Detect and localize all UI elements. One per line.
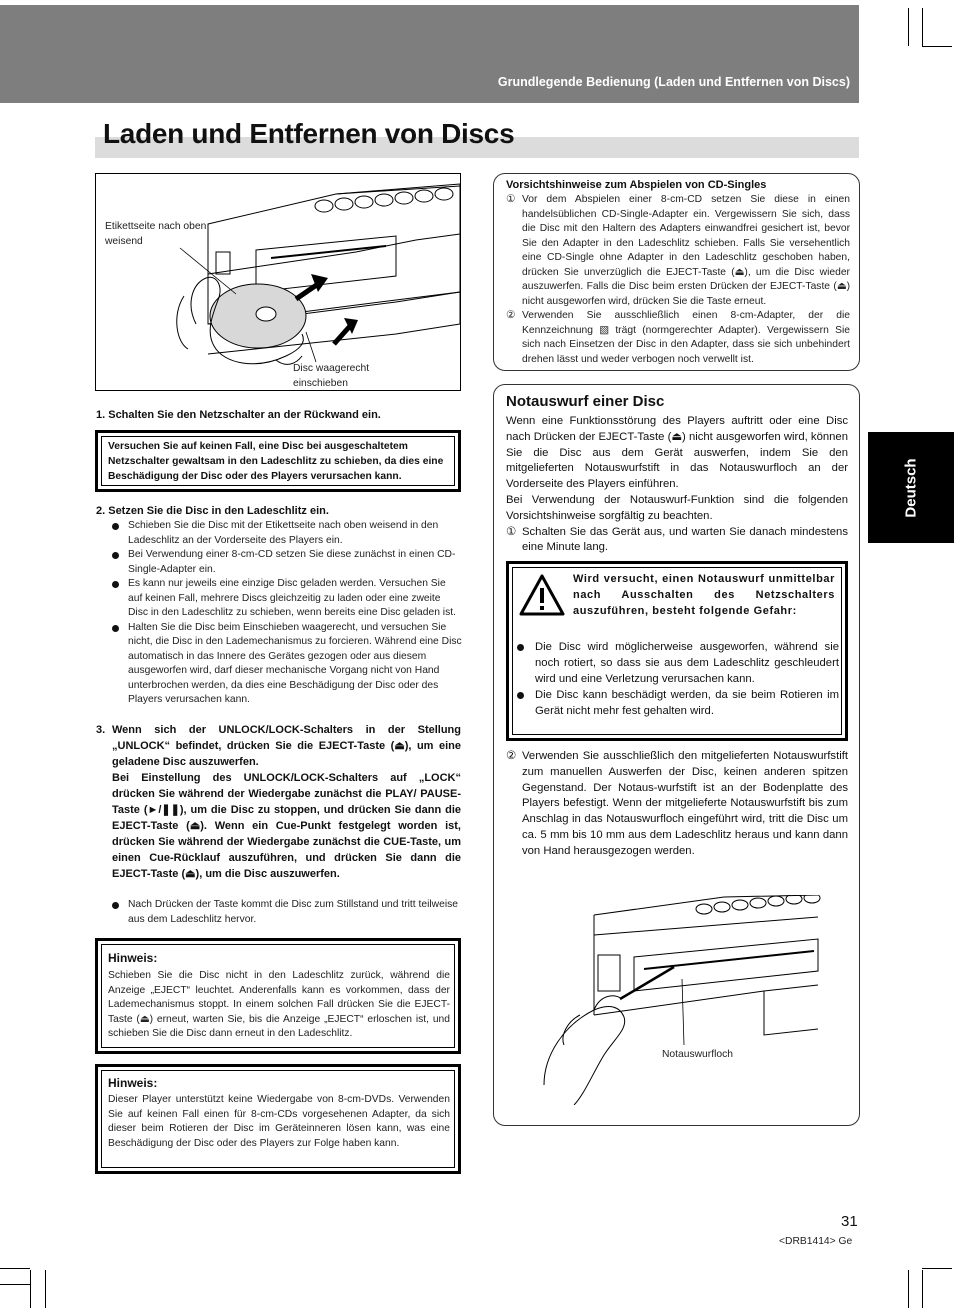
bullet-item	[112, 519, 462, 548]
bullet-dot	[112, 625, 119, 632]
bullet-text: Bei Verwendung einer 8-cm-CD setzen Sie diese zunächst in einen CD-Single-Adapter ein.	[128, 549, 456, 575]
step-2-bullets	[112, 519, 462, 708]
bullet-text: Halten Sie die Disc beim Einschieben waagerecht, und versuchen Sie nicht, die Disc in den Lademechanismus zu forcieren. Während eine Disc automatisch in das Innere des Gerätes gezogen oder aus diesem ausgeworfen wird, darf dieser mechanische Vorgang nicht von Hand unterbrochen werden, da dies eine Beschädigung der Disc oder des Players verursachen kann.	[128, 621, 462, 705]
language-tab-label: Deutsch	[902, 457, 920, 518]
header-subtitle: Grundlegende Bedienung (Laden und Entfernen von Discs)	[497, 75, 850, 89]
hint-box	[95, 938, 461, 1054]
crop-mark	[908, 1270, 909, 1308]
doc-code: <DRB1414> Ge	[779, 1236, 853, 1247]
bullet-text: Die Disc wird möglicherweise ausgeworfen, während sie noch rotiert, so dass sie aus dem Ladeschlitz geschleudert wird und eine Verletzung verursachen kann.	[535, 641, 839, 685]
cd-single-list	[506, 193, 850, 367]
intro-paragraph: Wenn eine Funktionsstörung des Players auftritt oder eine Disc nach Drücken der EJECT-Taste (⏏) nicht ausgeworfen wird, können Sie die Disc aus dem Gerät auswerfen, indem Sie den mitgelieferten Notauswurfstift in das Notauswurfloch an der Vorderseite des Players einführen.	[506, 415, 848, 491]
item-number: ②	[506, 310, 516, 321]
cd-single-item	[506, 193, 850, 309]
emergency-item-2	[506, 749, 848, 860]
emergency-item-1	[506, 525, 848, 557]
warning-bullets	[517, 639, 839, 719]
item-number: ②	[506, 750, 517, 762]
warning-heading: Wird versucht, einen Notauswurf unmittelbar nach Ausschalten des Netzschalters auszuführen, besteht folgende Gefahr:	[573, 573, 835, 617]
crop-mark	[30, 1270, 31, 1308]
bullet-text: Schieben Sie die Disc mit der Etikettseite nach oben weisend in den Ladeschlitz an der Vorderseite des Players ein.	[128, 520, 439, 546]
step-1: 1. Schalten Sie den Netzschalter an der Rückwand ein.	[96, 409, 381, 421]
warning-text: Versuchen Sie auf keinen Fall, eine Disc bei ausgeschaltetem Netzschalter gewaltsam in den Ladeschlitz zu schieben, da dies eine Beschädigung der Disc oder des Players verursachen kann.	[108, 441, 444, 482]
emergency-warning-box	[506, 561, 848, 741]
bullet-item	[112, 621, 462, 708]
item-text: Schalten Sie das Gerät aus, und warten Sie danach mindestens eine Minute lang.	[522, 525, 848, 554]
item-text: Verwenden Sie ausschließlich einen 8-cm-Adapter, der die Kennzeichnung ▧ trägt (normgerechter Adapter). Vergewissern Sie sich nach Einsetzen der Disc in den Adapter, dass sie sich unbehindert drehen lässt und weder verbogen noch verwellt ist.	[522, 310, 850, 365]
step-3b: Bei Einstellung des UNLOCK/LOCK-Schalters auf „LOCK“ drücken Sie während der Wiedergabe zunächst die PLAY/ PAUSE-Taste (►/❚❚), um die Disc zu stoppen, und drücken Sie dann die EJECT-Taste (⏏). Wenn ein Cue-Punkt festgelegt worden ist, drücken Sie während der Wiedergabe zunächst die CUE-Taste, um einen Cue-Rücklauf auszuführen, und drücken Sie dann die EJECT-Taste (⏏), um die Disc auszuwerfen.	[112, 772, 461, 880]
warning-box	[95, 430, 461, 492]
step-3-number: 3.	[96, 724, 106, 736]
warning-triangle-icon	[519, 574, 565, 616]
crop-mark	[922, 1268, 952, 1269]
label-top: Etikettseite nach oben weisend	[105, 221, 207, 247]
page-number: 31	[841, 1213, 858, 1230]
figure-label: Notauswurfloch	[662, 1049, 733, 1060]
bullet-dot	[517, 644, 524, 651]
cd-single-title: Vorsichtshinweise zum Abspielen von CD-Singles	[506, 179, 767, 191]
crop-mark	[45, 1270, 46, 1308]
label-bottom: Disc waagerecht einschieben	[293, 363, 370, 389]
cd-single-box	[493, 173, 860, 371]
bullet-item	[112, 548, 462, 577]
bullet-dot	[112, 552, 119, 559]
bullet-dot	[112, 902, 119, 909]
emergency-intro	[506, 414, 848, 556]
cd-single-item	[506, 309, 850, 367]
hint-text: Dieser Player unterstützt keine Wiedergabe von 8-cm-DVDs. Verwenden Sie auf keinen Fall einen für 8-cm-CDs vorgesehenen Adapter, da sich dieser beim Rotieren der Disc im Geräteinneren lösen kann, was eine Beschädigung der Disc oder des Players zur Folge haben kann.	[108, 1094, 450, 1149]
hint-title: Hinweis:	[108, 1076, 158, 1090]
bullet-dot	[112, 581, 119, 588]
hint-title: Hinweis:	[108, 951, 158, 965]
bullet-text: Die Disc kann beschädigt werden, da sie beim Rotieren im Gerät nicht mehr fest gehalten wird.	[535, 689, 839, 717]
crop-mark	[922, 46, 952, 47]
language-tab	[868, 432, 954, 543]
item-text: Vor dem Abspielen einer 8-cm-CD setzen Sie diese in einen handelsüblichen CD-Single-Adapter ein. Vergewissern Sie sich, dass die Disc mit den Haltern des Adapters einwandfrei gesichert ist, bevor Sie den Adapter in den Ladeschlitz schieben. Falls Sie versehentlich eine CD-Single ohne Adapter in den Ladeschlitz geschoben haben, drücken Sie unverzüglich die EJECT-Taste (⏏), um die Disc wieder auszuwerfen. Falls die Disc beim ersten Drücken der EJECT-Taste (⏏) nicht ausgeworfen wird, drücken Sie die Taste erneut.	[522, 194, 850, 307]
crop-mark	[908, 8, 909, 46]
bullet-text: Es kann nur jeweils eine einzige Disc geladen werden. Versuchen Sie auf keinen Fall, mehrere Discs gleichzeitig zu laden oder eine zweite Disc in den Ladeschlitz zu schieben, wenn bereits eine Disc geladen ist.	[128, 578, 456, 618]
hint-box	[95, 1064, 461, 1174]
step-3-bullets	[112, 898, 462, 927]
step-2: 2. Setzen Sie die Disc in den Ladeschlitz ein.	[96, 505, 329, 517]
crop-mark	[0, 1284, 30, 1285]
item-text: Verwenden Sie ausschließlich den mitgelieferten Notauswurfstift zum manuellen Auswerfen der Disc, keinen anderen spitzen Gegenstand. Der Notaus-wurfstift ist an der Bodenplatte des Players befestigt. Wenn der mitgelieferte Notauswurfstift bis zum Anschlag in das Notauswurfloch eingeführt wird, tritt die Disc um ca. 5 mm bis 10 mm aus dem Ladeschlitz heraus und kann dann von Hand herausgezogen werden.	[522, 750, 848, 857]
item-number: ①	[506, 525, 517, 538]
bullet-dot	[517, 692, 524, 699]
crop-mark	[0, 1268, 30, 1269]
bullet-item	[112, 577, 462, 621]
step-3a: Wenn sich der UNLOCK/LOCK-Schalters in der Stellung „UNLOCK“ befindet, drücken Sie die EJECT-Taste (⏏), um eine geladene Disc auszuwerfen.	[112, 724, 461, 768]
disc-loading-illustration	[96, 174, 460, 390]
bullet-item	[517, 639, 839, 687]
intro-paragraph-2: Bei Verwendung der Notauswurf-Funktion sind die folgenden Vorsichtshinweise sorgfältig zu beachten.	[506, 493, 848, 522]
page-title: Laden und Entfernen von Discs	[103, 118, 515, 149]
bullet-item	[112, 898, 462, 927]
emergency-eject-box	[493, 384, 860, 1126]
bullet-dot	[112, 523, 119, 530]
hint-text: Schieben Sie die Disc nicht in den Ladeschlitz zurück, während die Anzeige „EJECT“ leuchtet. Anderenfalls kann es vorkommen, dass der Lademechanismus stoppt. In einem solchen Fall drücken Sie die EJECT-Taste (⏏) erneut, warten Sie, bis die Anzeige „EJECT“ erloschen ist, und schieben Sie die Disc dann erneut in den Ladeschlitz.	[108, 970, 450, 1039]
bullet-item	[517, 687, 839, 719]
disc-loading-figure	[95, 173, 461, 391]
emergency-title: Notauswurf einer Disc	[506, 393, 665, 410]
step-3-text	[112, 722, 461, 882]
emergency-eject-illustration	[524, 895, 824, 1105]
crop-mark	[922, 1270, 923, 1308]
crop-mark	[922, 8, 923, 46]
bullet-text: Nach Drücken der Taste kommt die Disc zum Stillstand und tritt teilweise aus dem Ladeschlitz hervor.	[128, 899, 459, 925]
item-number: ①	[506, 194, 516, 205]
